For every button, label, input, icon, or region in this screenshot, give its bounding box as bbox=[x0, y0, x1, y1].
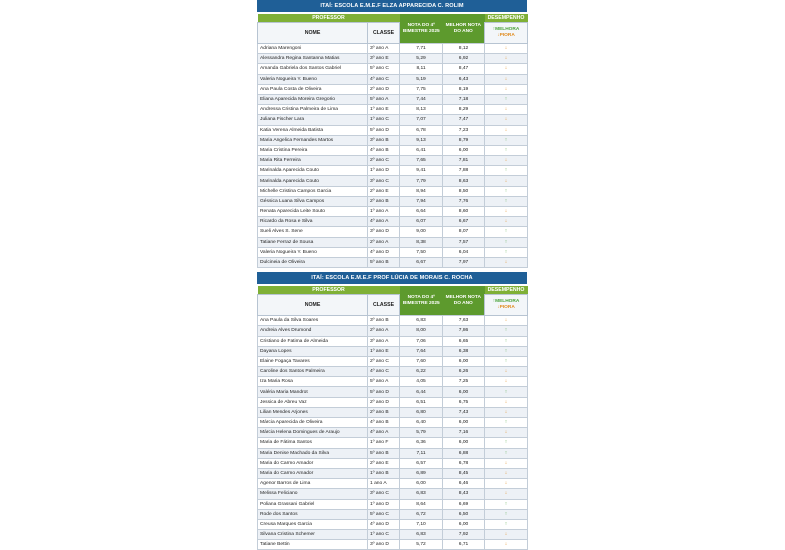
legend-up: ↑MELHORA bbox=[492, 27, 520, 32]
desempenho-arrow: ↓ bbox=[485, 316, 528, 326]
teacher-name-cell: Silvana Cristina Schemer bbox=[258, 530, 368, 540]
legend-down: ↓PIORA bbox=[497, 305, 515, 311]
table-row bbox=[258, 418, 528, 428]
classe-cell: 2º ano D bbox=[368, 84, 400, 94]
nota-cell: 6,57 bbox=[400, 458, 443, 468]
teacher-name-cell: Andressa Cristina Palmeira de Lima bbox=[258, 105, 368, 115]
teacher-name-cell: Géssica Luana Silva Campos bbox=[258, 196, 368, 206]
classe-cell: 1º ano E bbox=[368, 346, 400, 356]
melhor-nota-cell: 7,25 bbox=[443, 377, 485, 387]
nota-cell: 8,38 bbox=[400, 237, 443, 247]
nota-cell: 7,44 bbox=[400, 94, 443, 104]
desempenho-arrow: ↓ bbox=[485, 540, 528, 550]
teacher-name-cell: Maria Cristina Pereira bbox=[258, 145, 368, 155]
table-row bbox=[258, 207, 528, 217]
table-row bbox=[258, 145, 528, 155]
table-row bbox=[258, 479, 528, 489]
nota-cell: 6,51 bbox=[400, 397, 443, 407]
desempenho-arrow: ↓ bbox=[485, 64, 528, 74]
desempenho-arrow: ↓ bbox=[485, 54, 528, 64]
nota-cell: 8,64 bbox=[400, 499, 443, 509]
nota-cell: 9,41 bbox=[400, 166, 443, 176]
nota-cell: 5,72 bbox=[400, 540, 443, 550]
melhor-nota-cell: 7,76 bbox=[443, 196, 485, 206]
melhor-nota-cell: 6,00 bbox=[443, 438, 485, 448]
nota-cell: 5,79 bbox=[400, 428, 443, 438]
table-row bbox=[258, 84, 528, 94]
teacher-name-cell: Ana Paula da Silva Soares bbox=[258, 316, 368, 326]
classe-cell: 4º ano D bbox=[368, 519, 400, 529]
desempenho-arrow: ↓ bbox=[485, 176, 528, 186]
melhor-nota-cell: 7,57 bbox=[443, 237, 485, 247]
school-table bbox=[257, 14, 528, 268]
nota-cell: 7,75 bbox=[400, 84, 443, 94]
desempenho-arrow: ↑ bbox=[485, 387, 528, 397]
table-row bbox=[258, 448, 528, 458]
desempenho-arrow: ↑ bbox=[485, 499, 528, 509]
desempenho-arrow: ↓ bbox=[485, 530, 528, 540]
table-row bbox=[258, 316, 528, 326]
table-row bbox=[258, 186, 528, 196]
table-row bbox=[258, 44, 528, 54]
desempenho-arrow: ↑ bbox=[485, 227, 528, 237]
teacher-name-cell: Creusa Marques Garcia bbox=[258, 519, 368, 529]
classe-cell: 5º ano B bbox=[368, 257, 400, 267]
melhor-nota-cell: 6,00 bbox=[443, 418, 485, 428]
melhor-nota-cell: 7,47 bbox=[443, 115, 485, 125]
classe-cell: 1º ano F bbox=[368, 438, 400, 448]
table-row bbox=[258, 387, 528, 397]
melhor-nota-cell: 6,00 bbox=[443, 145, 485, 155]
melhor-nota-cell: 8,07 bbox=[443, 227, 485, 237]
melhor-nota-cell: 6,92 bbox=[443, 54, 485, 64]
table-body bbox=[258, 44, 528, 268]
desempenho-arrow: ↑ bbox=[485, 448, 528, 458]
nota-cell: 6,89 bbox=[400, 468, 443, 478]
table-row bbox=[258, 64, 528, 74]
table-row bbox=[258, 105, 528, 115]
desempenho-arrow: ↓ bbox=[485, 489, 528, 499]
classe-cell: 1º ano D bbox=[368, 499, 400, 509]
table-row bbox=[258, 166, 528, 176]
desempenho-arrow: ↓ bbox=[485, 367, 528, 377]
nota-cell: 6,78 bbox=[400, 125, 443, 135]
table-row bbox=[258, 540, 528, 550]
melhor-nota-cell: 8,12 bbox=[443, 44, 485, 54]
table-row bbox=[258, 458, 528, 468]
nota-cell: 6,83 bbox=[400, 316, 443, 326]
melhor-nota-cell: 6,71 bbox=[443, 540, 485, 550]
school-table bbox=[257, 286, 528, 550]
teacher-name-cell: Michelle Cristina Campos Garcia bbox=[258, 186, 368, 196]
teacher-name-cell: Dulcineia de Oliveira bbox=[258, 257, 368, 267]
teacher-name-cell: Adriana Marengoni bbox=[258, 44, 368, 54]
desempenho-arrow: ↓ bbox=[485, 428, 528, 438]
desempenho-arrow: ↓ bbox=[485, 74, 528, 84]
table-row bbox=[258, 326, 528, 336]
table-row bbox=[258, 156, 528, 166]
table-row bbox=[258, 438, 528, 448]
nota-cell: 6,80 bbox=[400, 407, 443, 417]
teacher-name-cell: Márcia Aparecida de Oliveira bbox=[258, 418, 368, 428]
melhor-nota-cell: 6,65 bbox=[443, 336, 485, 346]
melhor-nota-cell: 6,78 bbox=[443, 458, 485, 468]
nota-cell: 7,11 bbox=[400, 448, 443, 458]
teacher-name-cell: Amanda Gabriela dos Santos Gabriel bbox=[258, 64, 368, 74]
melhor-nota-cell: 6,00 bbox=[443, 387, 485, 397]
nota-cell: 6,22 bbox=[400, 367, 443, 377]
teacher-name-cell: Rode dos Santos bbox=[258, 509, 368, 519]
table-row bbox=[258, 247, 528, 257]
teacher-name-cell: Ricardo da Rosa e Silva bbox=[258, 217, 368, 227]
desempenho-arrow: ↓ bbox=[485, 84, 528, 94]
desempenho-arrow: ↑ bbox=[485, 438, 528, 448]
desempenho-arrow: ↑ bbox=[485, 336, 528, 346]
classe-cell: 4º ano B bbox=[368, 145, 400, 155]
desempenho-arrow: ↓ bbox=[485, 125, 528, 135]
nome-header: NOME bbox=[258, 295, 368, 316]
nota-cell: 6,00 bbox=[400, 479, 443, 489]
classe-cell: 4º ano C bbox=[368, 367, 400, 377]
table-row bbox=[258, 196, 528, 206]
teacher-name-cell: Renata Aparecida Leite Souto bbox=[258, 207, 368, 217]
table-row bbox=[258, 428, 528, 438]
classe-cell: 2º ano C bbox=[368, 356, 400, 366]
classe-cell: 3º ano B bbox=[368, 135, 400, 145]
teacher-name-cell: Valéria Maria Mandrot bbox=[258, 387, 368, 397]
classe-cell: 5º ano D bbox=[368, 387, 400, 397]
desempenho-arrow: ↓ bbox=[485, 479, 528, 489]
desempenho-arrow: ↑ bbox=[485, 346, 528, 356]
classe-header: CLASSE bbox=[368, 23, 400, 44]
classe-cell: 5º ano C bbox=[368, 509, 400, 519]
melhor-nota-cell: 7,86 bbox=[443, 326, 485, 336]
table-row bbox=[258, 74, 528, 84]
nota-cell: 6,83 bbox=[400, 530, 443, 540]
table-row bbox=[258, 227, 528, 237]
teacher-name-cell: Iza Maria Rosa bbox=[258, 377, 368, 387]
classe-header: CLASSE bbox=[368, 295, 400, 316]
melhor-nota-cell: 6,69 bbox=[443, 499, 485, 509]
table-row bbox=[258, 54, 528, 64]
desempenho-arrow: ↓ bbox=[485, 217, 528, 227]
professor-header: PROFESSOR bbox=[258, 286, 400, 295]
table-row bbox=[258, 509, 528, 519]
nota-cell: 6,41 bbox=[400, 145, 443, 155]
classe-cell: 4º ano A bbox=[368, 428, 400, 438]
nota-header: NOTA DO 4º BIMESTRE 2025 bbox=[400, 14, 443, 44]
teacher-name-cell: Valeria Nogueira Y. Bueno bbox=[258, 247, 368, 257]
desempenho-arrow: ↓ bbox=[485, 156, 528, 166]
melhor-nota-cell: 6,00 bbox=[443, 519, 485, 529]
table-row bbox=[258, 115, 528, 125]
melhor-header: MELHOR NOTA DO ANO bbox=[443, 286, 485, 316]
desempenho-arrow: ↓ bbox=[485, 407, 528, 417]
melhor-nota-cell: 8,43 bbox=[443, 489, 485, 499]
melhor-header: MELHOR NOTA DO ANO bbox=[443, 14, 485, 44]
nota-cell: 5,29 bbox=[400, 54, 443, 64]
teacher-name-cell: Márcia Helena Domingues de Araujo bbox=[258, 428, 368, 438]
classe-cell: 3º ano C bbox=[368, 176, 400, 186]
teacher-name-cell: Maria Rita Ferreira bbox=[258, 156, 368, 166]
nota-cell: 6,83 bbox=[400, 489, 443, 499]
classe-cell: 1º ano C bbox=[368, 530, 400, 540]
teacher-name-cell: Poliana Grassani Gabriel bbox=[258, 499, 368, 509]
teacher-name-cell: Maria de Fátima Santos bbox=[258, 438, 368, 448]
teacher-name-cell: Cristiano de Fatima de Almeida bbox=[258, 336, 368, 346]
nota-cell: 7,64 bbox=[400, 346, 443, 356]
classe-cell: 4º ano B bbox=[368, 418, 400, 428]
classe-cell: 3º ano E bbox=[368, 54, 400, 64]
classe-cell: 5º ano B bbox=[368, 448, 400, 458]
melhor-nota-cell: 8,60 bbox=[443, 207, 485, 217]
table-row bbox=[258, 397, 528, 407]
table-row bbox=[258, 499, 528, 509]
teacher-name-cell: Maria Denise Machado da Silva bbox=[258, 448, 368, 458]
nota-cell: 6,07 bbox=[400, 217, 443, 227]
desempenho-arrow: ↑ bbox=[485, 186, 528, 196]
desempenho-arrow: ↓ bbox=[485, 105, 528, 115]
teacher-name-cell: Lilian Mendes Arjones bbox=[258, 407, 368, 417]
table-row bbox=[258, 237, 528, 247]
melhor-nota-cell: 8,29 bbox=[443, 105, 485, 115]
teacher-name-cell: Valeria Nogueira Y. Bueno bbox=[258, 74, 368, 84]
classe-cell: 3º ano A bbox=[368, 44, 400, 54]
teacher-name-cell: Juliana Fischer Lara bbox=[258, 115, 368, 125]
classe-cell: 3º ano C bbox=[368, 489, 400, 499]
nota-cell: 7,65 bbox=[400, 156, 443, 166]
classe-cell: 2º ano A bbox=[368, 326, 400, 336]
teacher-name-cell: Katia Verena Almeida Batista bbox=[258, 125, 368, 135]
classe-cell: 2º ano E bbox=[368, 186, 400, 196]
melhor-nota-cell: 6,04 bbox=[443, 247, 485, 257]
teacher-name-cell: Tatiane Ferraz de Sousa bbox=[258, 237, 368, 247]
nota-cell: 9,00 bbox=[400, 227, 443, 237]
melhor-nota-cell: 7,43 bbox=[443, 407, 485, 417]
classe-cell: 4º ano A bbox=[368, 217, 400, 227]
teacher-name-cell: Sueli Alves S. Sene bbox=[258, 227, 368, 237]
nota-cell: 6,72 bbox=[400, 509, 443, 519]
table-row bbox=[258, 407, 528, 417]
desempenho-arrow: ↑ bbox=[485, 237, 528, 247]
melhor-nota-cell: 6,67 bbox=[443, 217, 485, 227]
nota-cell: 7,71 bbox=[400, 44, 443, 54]
classe-cell: 1 ano A bbox=[368, 479, 400, 489]
teacher-name-cell: Ana Paula Costa de Oliveira bbox=[258, 84, 368, 94]
table-body bbox=[258, 316, 528, 550]
melhor-nota-cell: 8,50 bbox=[443, 186, 485, 196]
teacher-name-cell: Jessica de Abreu Vaz bbox=[258, 397, 368, 407]
teacher-name-cell: Eliana Aparecida Moreira Gregorio bbox=[258, 94, 368, 104]
table-row bbox=[258, 257, 528, 267]
classe-cell: 3º ano D bbox=[368, 227, 400, 237]
melhor-nota-cell: 6,50 bbox=[443, 509, 485, 519]
table-row bbox=[258, 530, 528, 540]
melhor-nota-cell: 6,46 bbox=[443, 479, 485, 489]
desempenho-arrow: ↑ bbox=[485, 356, 528, 366]
professor-header: PROFESSOR bbox=[258, 14, 400, 23]
table-row bbox=[258, 519, 528, 529]
melhor-nota-cell: 8,79 bbox=[443, 135, 485, 145]
classe-cell: 2º ano B bbox=[368, 196, 400, 206]
desempenho-header: DESEMPENHO bbox=[485, 14, 528, 23]
classe-cell: 1º ano D bbox=[368, 166, 400, 176]
desempenho-arrow: ↑ bbox=[485, 196, 528, 206]
teacher-name-cell: Andreia Alves Drumond bbox=[258, 326, 368, 336]
classe-cell: 1º ano C bbox=[368, 115, 400, 125]
melhor-nota-cell: 8,45 bbox=[443, 468, 485, 478]
teacher-name-cell: Marinalda Aparecida Couto bbox=[258, 176, 368, 186]
teacher-name-cell: Maria do Carmo Amador bbox=[258, 468, 368, 478]
desempenho-arrow: ↓ bbox=[485, 458, 528, 468]
classe-cell: 5º ano C bbox=[368, 64, 400, 74]
melhor-nota-cell: 7,23 bbox=[443, 125, 485, 135]
classe-cell: 1º ano B bbox=[368, 468, 400, 478]
classe-cell: 5º ano D bbox=[368, 125, 400, 135]
teacher-name-cell: Maria do Carmo Amador bbox=[258, 458, 368, 468]
desempenho-arrow: ↑ bbox=[485, 145, 528, 155]
melhor-nota-cell: 6,38 bbox=[443, 346, 485, 356]
classe-cell: 5º ano A bbox=[368, 377, 400, 387]
nota-cell: 8,11 bbox=[400, 64, 443, 74]
desempenho-arrow: ↑ bbox=[485, 418, 528, 428]
nota-cell: 7,60 bbox=[400, 356, 443, 366]
desempenho-arrow: ↓ bbox=[485, 207, 528, 217]
melhor-nota-cell: 7,63 bbox=[443, 316, 485, 326]
nota-cell: 8,13 bbox=[400, 105, 443, 115]
table-row bbox=[258, 377, 528, 387]
teacher-name-cell: Agenor Barros de Lima bbox=[258, 479, 368, 489]
table-row bbox=[258, 336, 528, 346]
classe-cell: 4º ano D bbox=[368, 247, 400, 257]
table-row bbox=[258, 367, 528, 377]
nota-cell: 8,00 bbox=[400, 326, 443, 336]
desempenho-arrow: ↓ bbox=[485, 377, 528, 387]
teacher-name-cell: Caroline dos Santos Palmeira bbox=[258, 367, 368, 377]
teacher-name-cell: Maria Angelica Fernandes Martos bbox=[258, 135, 368, 145]
nota-cell: 7,50 bbox=[400, 247, 443, 257]
melhor-nota-cell: 6,00 bbox=[443, 356, 485, 366]
nota-header: NOTA DO 4º BIMESTRE 2025 bbox=[400, 286, 443, 316]
nota-cell: 6,36 bbox=[400, 438, 443, 448]
school-title: ITAÍ: ESCOLA E.M.E.F PROF LÚCIA DE MORAIS C. ROCHA bbox=[257, 272, 527, 284]
nota-cell: 7,06 bbox=[400, 336, 443, 346]
desempenho-arrow: ↓ bbox=[485, 257, 528, 267]
teacher-name-cell: Dayana Lopes bbox=[258, 346, 368, 356]
melhor-nota-cell: 7,81 bbox=[443, 156, 485, 166]
desempenho-arrow: ↑ bbox=[485, 326, 528, 336]
melhor-nota-cell: 7,88 bbox=[443, 166, 485, 176]
teacher-name-cell: Tatiane Bettin bbox=[258, 540, 368, 550]
melhor-nota-cell: 8,63 bbox=[443, 176, 485, 186]
table-row bbox=[258, 217, 528, 227]
melhor-nota-cell: 7,92 bbox=[443, 530, 485, 540]
classe-cell: 1º ano A bbox=[368, 207, 400, 217]
table-row bbox=[258, 135, 528, 145]
classe-cell: 2º ano D bbox=[368, 397, 400, 407]
teacher-name-cell: Elaine Fogaça Tavares bbox=[258, 356, 368, 366]
results-sheet bbox=[257, 0, 527, 550]
desempenho-legend bbox=[485, 295, 528, 316]
melhor-nota-cell: 7,16 bbox=[443, 428, 485, 438]
classe-cell: 2º ano E bbox=[368, 458, 400, 468]
school-title: ITAÍ: ESCOLA E.M.E.F ELZA APPARECIDA C. ROLIM bbox=[257, 0, 527, 12]
classe-cell: 2º ano C bbox=[368, 156, 400, 166]
nota-cell: 7,07 bbox=[400, 115, 443, 125]
nota-cell: 6,44 bbox=[400, 387, 443, 397]
table-row bbox=[258, 125, 528, 135]
desempenho-arrow: ↓ bbox=[485, 397, 528, 407]
table-row bbox=[258, 176, 528, 186]
classe-cell: 1º ano E bbox=[368, 105, 400, 115]
table-row bbox=[258, 346, 528, 356]
melhor-nota-cell: 7,18 bbox=[443, 94, 485, 104]
desempenho-header: DESEMPENHO bbox=[485, 286, 528, 295]
teacher-name-cell: Marinalda Aparecida Couto bbox=[258, 166, 368, 176]
nota-cell: 6,67 bbox=[400, 257, 443, 267]
desempenho-arrow: ↓ bbox=[485, 44, 528, 54]
desempenho-arrow: ↑ bbox=[485, 509, 528, 519]
legend-down: ↓PIORA bbox=[497, 33, 515, 38]
nota-cell: 7,79 bbox=[400, 176, 443, 186]
classe-cell: 3º ano A bbox=[368, 336, 400, 346]
classe-cell: 3º ano B bbox=[368, 316, 400, 326]
desempenho-arrow: ↑ bbox=[485, 519, 528, 529]
classe-cell: 5º ano A bbox=[368, 94, 400, 104]
nota-cell: 5,19 bbox=[400, 74, 443, 84]
table-row bbox=[258, 468, 528, 478]
melhor-nota-cell: 6,43 bbox=[443, 74, 485, 84]
classe-cell: 2º ano B bbox=[368, 407, 400, 417]
nota-cell: 8,94 bbox=[400, 186, 443, 196]
nota-cell: 9,13 bbox=[400, 135, 443, 145]
classe-cell: 3º ano D bbox=[368, 540, 400, 550]
desempenho-arrow: ↑ bbox=[485, 94, 528, 104]
melhor-nota-cell: 6,88 bbox=[443, 448, 485, 458]
teacher-name-cell: Alessandra Regina Santanna Matias bbox=[258, 54, 368, 64]
melhor-nota-cell: 6,75 bbox=[443, 397, 485, 407]
nome-header: NOME bbox=[258, 23, 368, 44]
desempenho-legend bbox=[485, 23, 528, 44]
classe-cell: 2º ano A bbox=[368, 237, 400, 247]
nota-cell: 6,64 bbox=[400, 207, 443, 217]
classe-cell: 4º ano C bbox=[368, 74, 400, 84]
melhor-nota-cell: 6,26 bbox=[443, 367, 485, 377]
nota-cell: 7,10 bbox=[400, 519, 443, 529]
melhor-nota-cell: 7,97 bbox=[443, 257, 485, 267]
legend-up: ↑MELHORA bbox=[492, 299, 520, 305]
nota-cell: 6,40 bbox=[400, 418, 443, 428]
melhor-nota-cell: 8,19 bbox=[443, 84, 485, 94]
teacher-name-cell: Melissa Feliciano bbox=[258, 489, 368, 499]
desempenho-arrow: ↑ bbox=[485, 247, 528, 257]
table-row bbox=[258, 94, 528, 104]
nota-cell: 4,05 bbox=[400, 377, 443, 387]
desempenho-arrow: ↑ bbox=[485, 166, 528, 176]
desempenho-arrow: ↓ bbox=[485, 115, 528, 125]
desempenho-arrow: ↑ bbox=[485, 135, 528, 145]
desempenho-arrow: ↓ bbox=[485, 468, 528, 478]
table-row bbox=[258, 489, 528, 499]
nota-cell: 7,94 bbox=[400, 196, 443, 206]
table-row bbox=[258, 356, 528, 366]
melhor-nota-cell: 8,47 bbox=[443, 64, 485, 74]
